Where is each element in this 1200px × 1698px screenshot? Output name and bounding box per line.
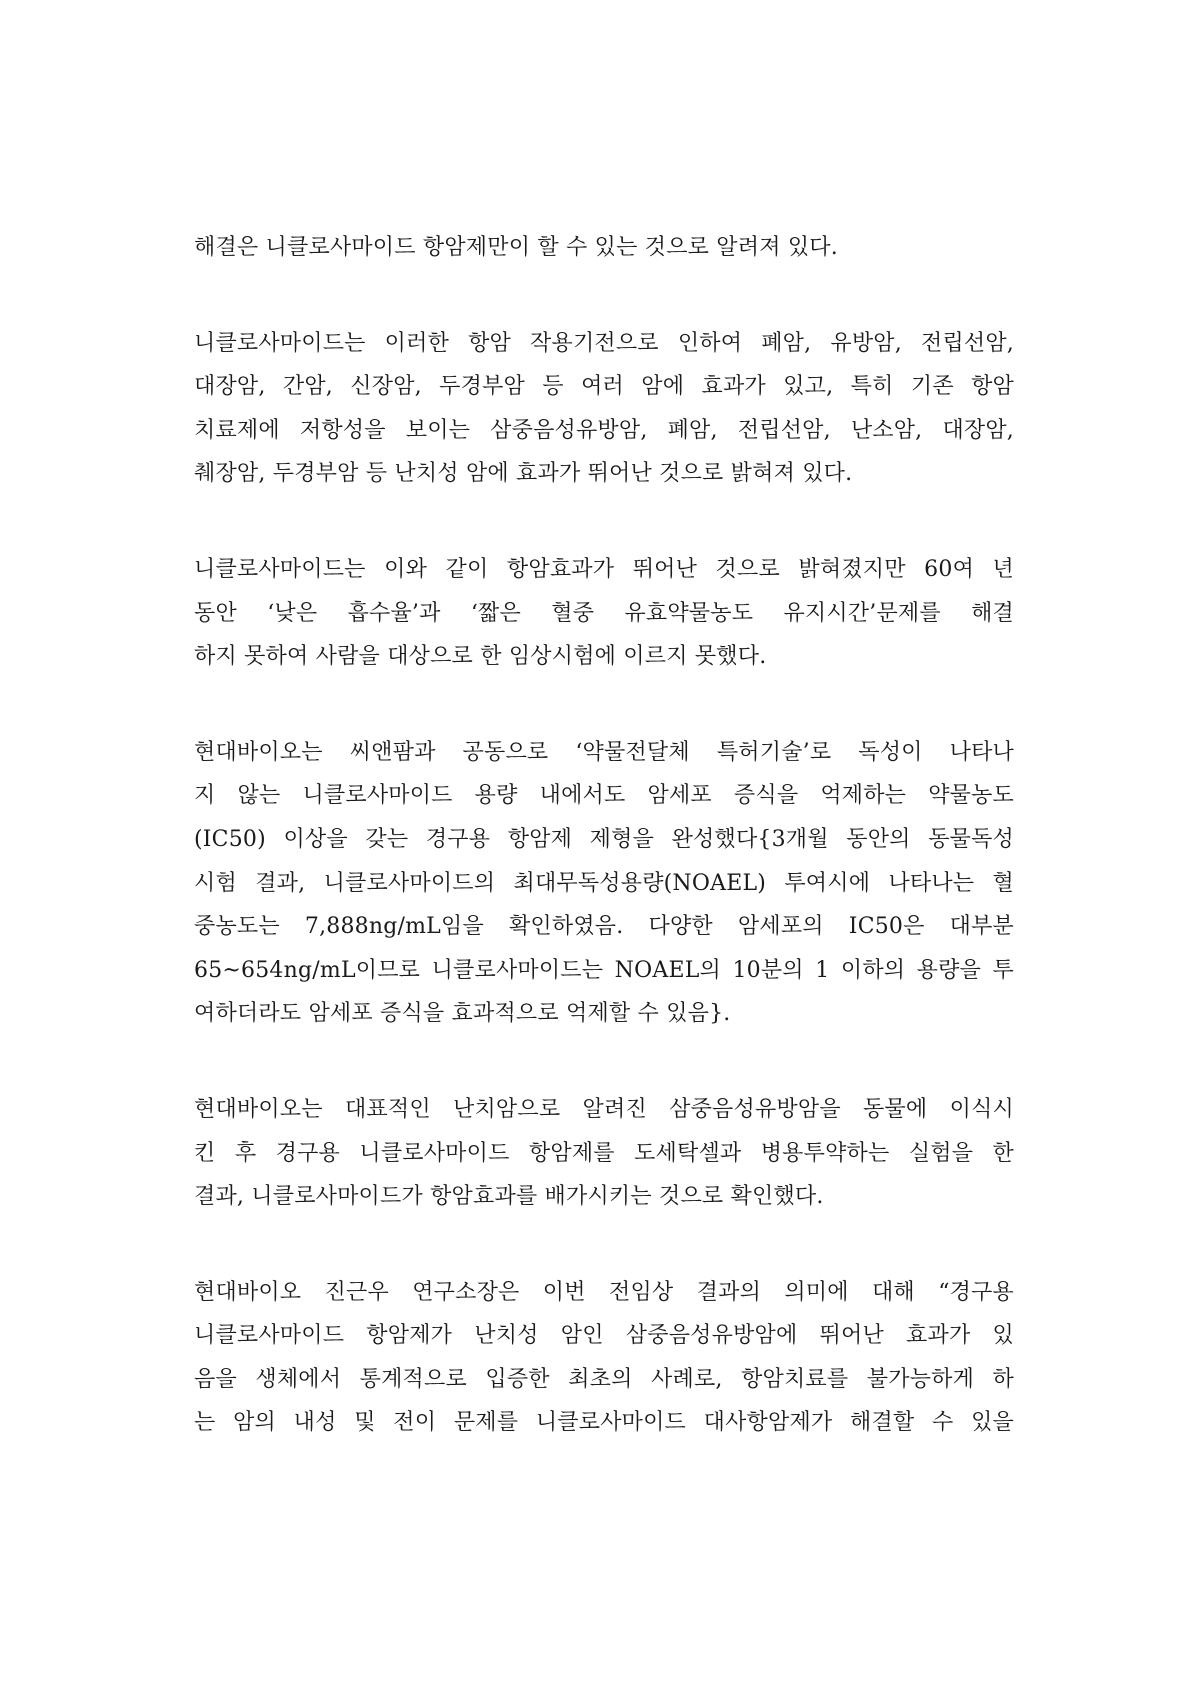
text-line: 동안 ‘낮은 흡수율’과 ‘짧은 혈중 유효약물농도 유지시간’문제를 해결	[194, 600, 1014, 626]
paragraph-6	[194, 1271, 1014, 1445]
paragraph-3	[194, 548, 1014, 679]
text-line: 니클로사마이드는 이러한 항암 작용기전으로 인하여 폐암, 유방암, 전립선암,	[194, 330, 1014, 356]
text-line: 결과, 니클로사마이드가 항암효과를 배가시키는 것으로 확인했다.	[194, 1184, 824, 1210]
text-line: 65~654ng/mL이므로 니클로사마이드는 NOAEL의 10분의 1 이하의 용량을 투	[194, 957, 1014, 983]
paragraph-1	[194, 226, 1014, 270]
text-line: 하지 못하여 사람을 대상으로 한 임상시험에 이르지 못했다.	[194, 644, 767, 670]
text-line: 췌장암, 두경부암 등 난치성 암에 효과가 뛰어난 것으로 밝혀져 있다.	[194, 461, 853, 487]
text-line: 니클로사마이드 항암제가 난치성 암인 삼중음성유방암에 뛰어난 효과가 있	[194, 1323, 1014, 1349]
text-line: 현대바이오는 대표적인 난치암으로 알려진 삼중음성유방암을 동물에 이식시	[194, 1096, 1014, 1122]
text-line: 현대바이오는 씨앤팜과 공동으로 ‘약물전달체 특허기술’로 독성이 나타나	[194, 739, 1014, 765]
text-line: 현대바이오 진근우 연구소장은 이번 전임상 결과의 의미에 대해 “경구용	[194, 1279, 1014, 1305]
text-line: 치료제에 저항성을 보이는 삼중음성유방암, 폐암, 전립선암, 난소암, 대장암,	[194, 417, 1014, 443]
text-line: 음을 생체에서 통계적으로 입증한 최초의 사례로, 항암치료를 불가능하게 하	[194, 1366, 1014, 1392]
text-line: 니클로사마이드는 이와 같이 항암효과가 뛰어난 것으로 밝혀졌지만 60여 년	[194, 556, 1014, 582]
paragraph-4	[194, 731, 1014, 1036]
text-line: 여하더라도 암세포 증식을 효과적으로 억제할 수 있음}.	[194, 1001, 731, 1027]
text-line: 중농도는 7,888ng/mL임을 확인하였음. 다양한 암세포의 IC50은 대부분	[194, 914, 1014, 940]
text-line: 시험 결과, 니클로사마이드의 최대무독성용량(NOAEL) 투여시에 나타나는 혈	[194, 870, 1014, 896]
body-text	[194, 226, 1014, 1497]
paragraph-5	[194, 1088, 1014, 1219]
text-line: 킨 후 경구용 니클로사마이드 항암제를 도세탁셀과 병용투약하는 실험을 한	[194, 1140, 1014, 1166]
text-line: 지 않는 니클로사마이드 용량 내에서도 암세포 증식을 억제하는 약물농도	[194, 783, 1014, 809]
text-line: (IC50) 이상을 갖는 경구용 항암제 제형을 완성했다{3개월 동안의 동물독성	[194, 826, 1014, 852]
text-line: 대장암, 간암, 신장암, 두경부암 등 여러 암에 효과가 있고, 특히 기존 항암	[194, 374, 1014, 400]
paragraph-2	[194, 322, 1014, 496]
text-line: 해결은 니클로사마이드 항암제만이 할 수 있는 것으로 알려져 있다.	[194, 235, 838, 260]
text-line: 는 암의 내성 및 전이 문제를 니클로사마이드 대사항암제가 해결할 수 있을	[194, 1410, 1014, 1436]
